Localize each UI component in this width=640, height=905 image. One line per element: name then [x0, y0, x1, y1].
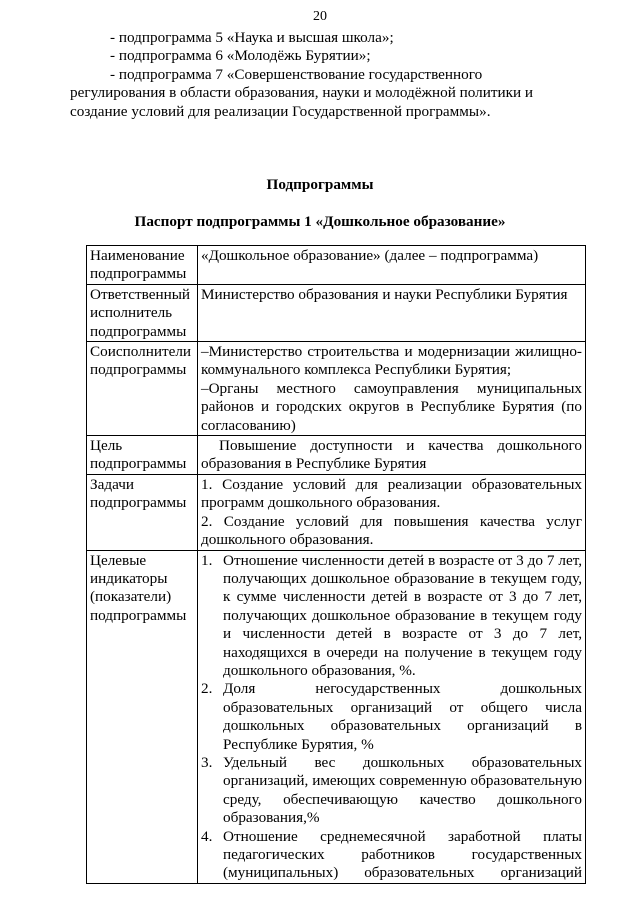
table-row-goal	[87, 436, 586, 475]
row-value	[198, 550, 586, 883]
row-value: «Дошкольное образование» (далее – подпрограмма)	[198, 246, 586, 285]
row-label: Цель подпрограммы	[87, 436, 198, 475]
row-label: Задачи подпрограммы	[87, 474, 198, 550]
indicator-item	[201, 552, 582, 681]
indicator-number: 1.	[201, 551, 213, 569]
row-value	[198, 474, 586, 550]
intro-item-7	[70, 65, 590, 121]
indicator-text: Отношение среднемесячной заработной платы педагогических работников государственных (муниципальных) образовательных организаций	[223, 827, 582, 882]
indicator-text: Удельный вес дошкольных образовательных организаций, имеющих современную образовательную среду, обеспечивающую качество дошкольного образования,%	[223, 753, 582, 827]
intro-list	[70, 29, 590, 121]
table-row-tasks	[87, 474, 586, 550]
indicator-item	[201, 828, 582, 883]
page-number: 20	[313, 9, 327, 24]
table-row-indicators	[87, 550, 586, 883]
row-label: Наименование подпрограммы	[87, 246, 198, 285]
row-value: Министерство образования и науки Республики Бурятия	[198, 284, 586, 341]
coexecutor-1: –Министерство строительства и модернизации жилищно-коммунального комплекса Республики Бурятия;	[201, 343, 582, 379]
indicator-number: 3.	[201, 753, 213, 771]
indicator-item	[201, 680, 582, 754]
indicator-number: 4.	[201, 827, 213, 845]
intro-item-7-first-line: - подпрограмма 7 «Совершенствование государственного	[110, 65, 483, 83]
table-row-coexecutors	[87, 342, 586, 436]
task-1: 1. Создание условий для реализации образовательных программ дошкольного образования.	[201, 475, 582, 512]
row-label: Целевые индикаторы (показатели) подпрограммы	[87, 550, 198, 883]
coexecutor-2: –Органы местного самоуправления муниципальных районов и городских округов в Республике Бурятия (по согласованию)	[201, 379, 582, 434]
table-row-executor	[87, 284, 586, 341]
passport-table	[86, 245, 586, 884]
row-value: Повышение доступности и качества дошкольного образования в Республике Бурятия	[198, 436, 586, 475]
task-2: 2. Создание условий для повышения качества услуг дошкольного образования.	[201, 512, 582, 549]
indicator-item	[201, 754, 582, 828]
indicator-number: 2.	[201, 680, 213, 698]
indicator-text: Отношение численности детей в возрасте от 3 до 7 лет, получающих дошкольное образование в текущем году, к сумме численности детей в возрасте от 3 до 7 лет, получающих дошкольное образование в текущем году и численности детей в возрасте от 3 до 7 лет, находящихся в очереди на получение в текущем году дошкольного образования, %.	[223, 551, 582, 679]
row-label: Соисполнители подпрограммы	[87, 342, 198, 436]
row-label: Ответственный исполнитель подпрограммы	[87, 284, 198, 341]
passport-heading: Паспорт подпрограммы 1 «Дошкольное образование»	[134, 213, 506, 230]
table-row-name	[87, 246, 586, 285]
intro-item-5: - подпрограмма 5 «Наука и высшая школа»;	[110, 29, 394, 46]
row-value	[198, 342, 586, 436]
intro-item-6: - подпрограмма 6 «Молодёжь Бурятии»;	[110, 47, 371, 65]
intro-item-7-continuation: регулирования в области образования, науки и молодёжной политики и создание условий для реализации Государственной программы».	[70, 84, 534, 120]
subprograms-heading: Подпрограммы	[266, 176, 374, 193]
indicator-text: Доля негосударственных дошкольных образовательных организаций от общего числа дошкольных образовательных организаций в Республике Бурятия, %	[223, 680, 582, 753]
